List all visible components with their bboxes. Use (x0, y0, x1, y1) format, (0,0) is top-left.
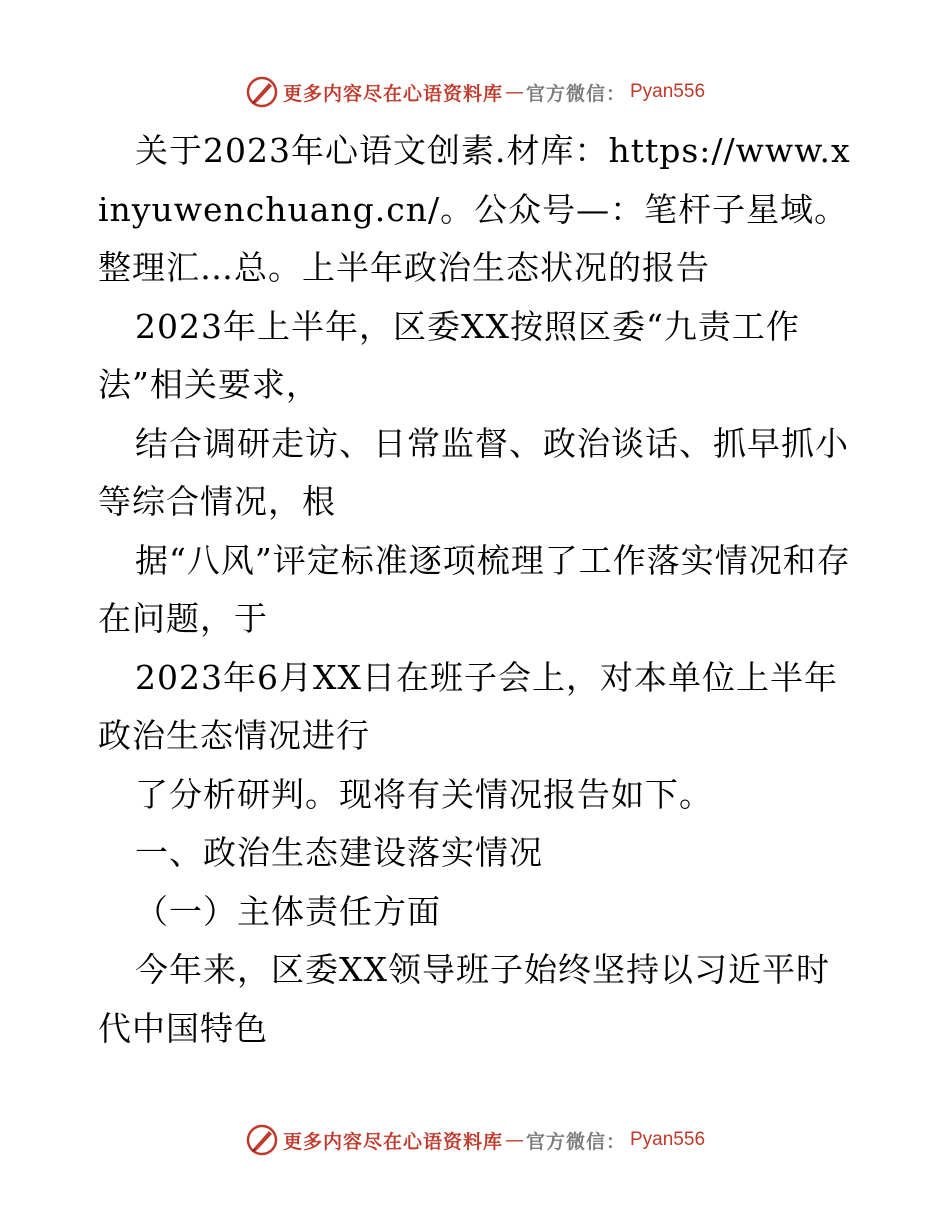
watermark-banner-bottom (0, 1120, 950, 1160)
paragraph: 结合调研走访、日常监督、政治谈话、抓早抓小等综合情况，根 (98, 423, 849, 521)
quill-pen-logo-icon (245, 75, 279, 109)
paragraph: 2023年6月XX日在班子会上，对本单位上半年政治生态情况进行 (98, 657, 838, 755)
banner-wechat-id: Pyan556 (630, 81, 706, 102)
subsection-heading: （一）主体责任方面 (135, 891, 441, 931)
banner-slogan: 更多内容尽在心语资料库 (282, 1130, 503, 1153)
banner-slogan: 更多内容尽在心语资料库 (282, 82, 503, 105)
banner-dash: — (504, 81, 524, 103)
paragraph: 今年来，区委XX领导班子始终坚持以习近平时代中国特色 (98, 950, 830, 1048)
banner-wechat-id: Pyan556 (630, 1129, 706, 1150)
section-heading: 一、政治生态建设落实情况 (135, 833, 543, 872)
quill-pen-logo-icon (245, 1123, 279, 1157)
watermark-banner-top (0, 72, 950, 112)
document-body (98, 122, 858, 1058)
paragraph: 2023年上半年，区委XX按照区委“九责工作法”相关要求， (98, 306, 800, 404)
paragraph: 关于2023年心语文创素.材库：https://www.xinyuwenchuang.cn/。公众号—：笔杆子星域。整理汇…总。上半年政治生态状况的报告 (98, 131, 851, 287)
banner-wechat-label: 官方微信： (525, 82, 626, 105)
banner-wechat-label: 官方微信： (525, 1130, 626, 1153)
paragraph: 了分析研判。现将有关情况报告如下。 (135, 774, 713, 814)
banner-dash: — (504, 1129, 524, 1151)
paragraph: 据“八风”评定标准逐项梳理了工作落实情况和存在问题，于 (98, 540, 851, 638)
